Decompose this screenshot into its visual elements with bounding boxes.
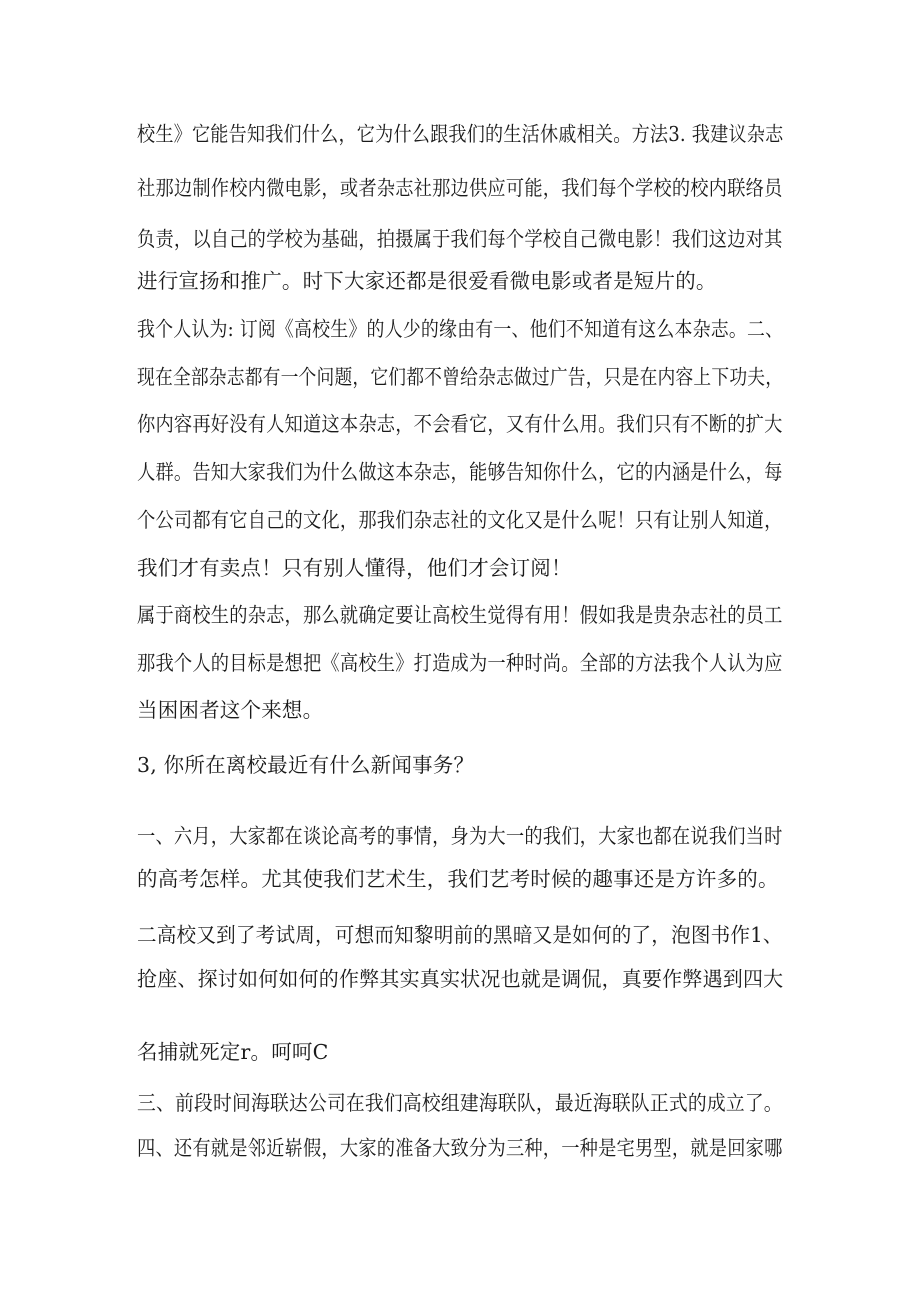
text-line: 那我个人的目标是想把《高校生》打造成为一种时尚。全部的方法我个人认为应 [137,651,783,675]
text-line: 个公司都有它自己的文化，那我们杂志社的文化又是什么呢！只有让别人知道， [137,508,783,532]
text-line: 人群。告知大家我们为什么做这本杂志，能够告知你什么，它的内涵是什么，每 [137,460,783,484]
text-line: 属于商校生的杂志，那么就确定要让高校生觉得有用！假如我是贵杂志社的员工 [137,603,783,627]
text-line: 我个人认为: 订阅《高校生》的人少的缘由有一、他们不知道有这么本杂志。二、 [137,317,784,341]
text-line: 社那边制作校内微电影，或者杂志社那边供应可能，我们每个学校的校内联络员 [137,176,783,200]
text-line: 负责，以自己的学校为基础，拍摄属于我们每个学校自己微电影！我们这边对其 [137,227,783,251]
text-line: 名捕就死定r。呵呵C [137,1040,329,1064]
text-line: 校生》它能告知我们什么，它为什么跟我们的生活休戚相关。方法3. 我建议杂志 [137,122,784,146]
text-line: 四、还有就是邻近崭假，大家的准备大致分为三种，一种是宅男型，就是回家哪 [137,1136,783,1160]
text-line: 一、六月，大家都在谈论高考的事情，身为大一的我们，大家也都在说我们当时 [137,824,783,848]
text-line: 进行宣扬和推广。时下大家还都是很爱看微电影或者是短片的。 [137,269,717,293]
text-line: 二高校又到了考试周，可想而知黎明前的黑暗又是如何的了，泡图书作1、 [137,923,783,947]
text-line: 现在全部杂志都有一个问题，它们都不曾给杂志做过广告，只是在内容上下功夫， [137,365,784,389]
text-line: 三、前段时间海联达公司在我们高校组建海联队，最近海联队正式的成立了。 [137,1091,783,1115]
text-line: 当困困者这个来想。 [137,698,324,722]
text-line: 你内容再好没有人知道这本杂志，不会看它，又有什么用。我们只有不断的扩大 [137,412,783,436]
text-line: 的高考怎样。尤其使我们艺术生，我们艺考时候的趣事还是方许多的。 [137,867,779,891]
text-line: 3, 你所在离校最近有什么新闻事务？ [137,753,475,777]
text-line: 抢座、探讨如何如何的作弊其实真实状况也就是调侃，真要作弊遇到四大 [137,967,784,991]
text-line: 我们才有卖点！只有别人懂得，他们才会订阅！ [137,556,572,580]
